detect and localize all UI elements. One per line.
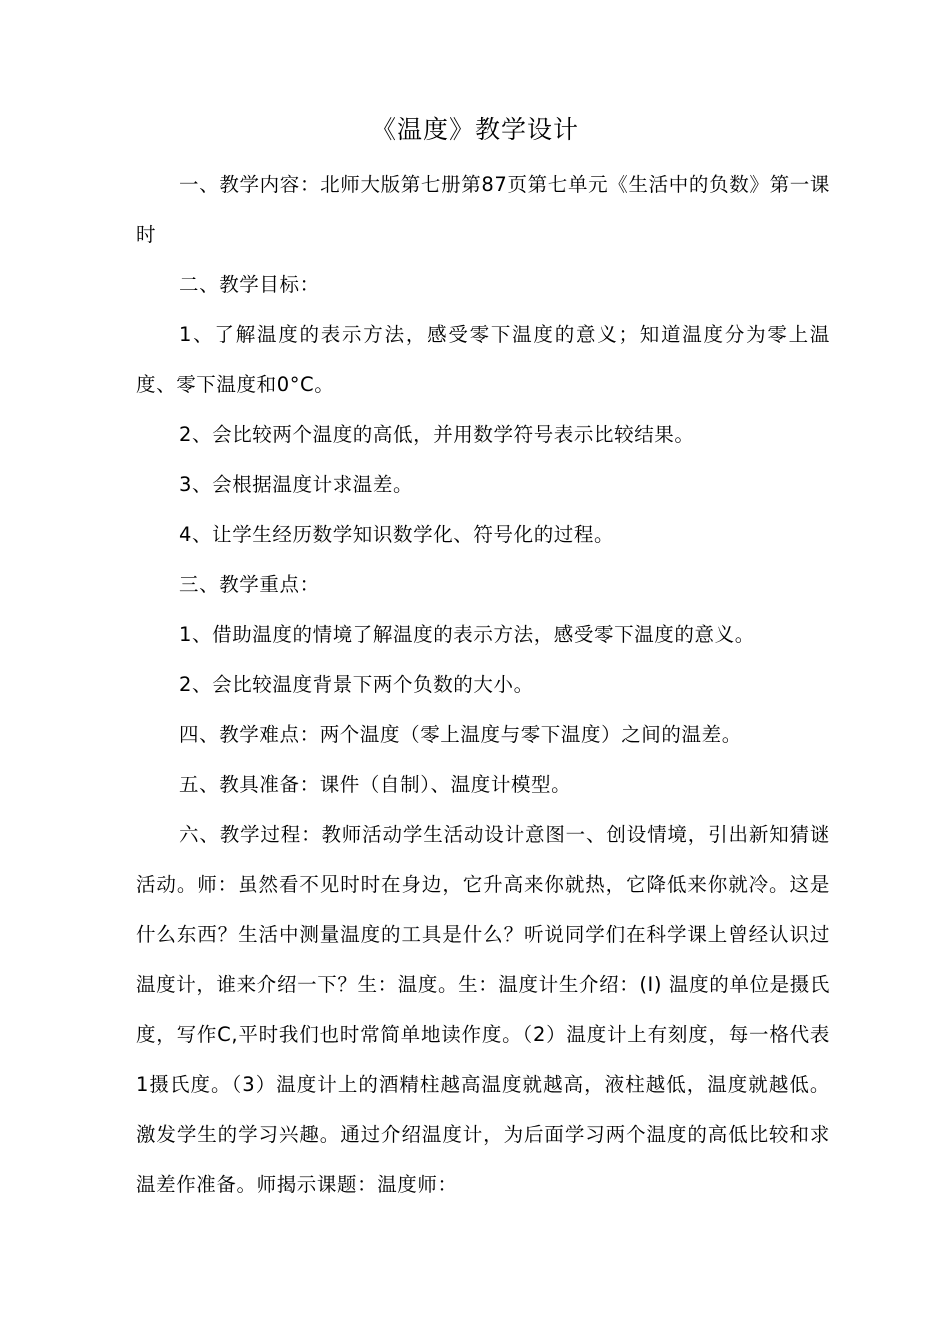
paragraph-teaching-content: 一、教学内容：北师大版第七册第87页第七单元《生活中的负数》第一课时: [136, 173, 830, 246]
paragraph-difficulties: 四、教学难点：两个温度（零上温度与零下温度）之间的温差。: [179, 723, 742, 746]
paragraph-key-point-1: 1、借助温度的情境了解温度的表示方法，感受零下温度的意义。: [179, 623, 755, 646]
paragraph-goal-2: 2、会比较两个温度的高低，并用数学符号表示比较结果。: [179, 423, 695, 446]
paragraph-key-point-2: 2、会比较温度背景下两个负数的大小。: [179, 673, 534, 696]
paragraph-teaching-goals-heading: 二、教学目标：: [179, 273, 320, 296]
paragraph-goal-3: 3、会根据温度计求温差。: [179, 473, 414, 496]
paragraph-teaching-aids: 五、教具准备：课件（自制）、温度计模型。: [179, 773, 572, 796]
paragraph-teaching-process: 六、教学过程：教师活动学生活动设计意图一、创设情境，引出新知猜谜活动。师：虽然看不见时时在身边，它升高来你就热，它降低来你就冷。这是什么东西？生活中测量温度的工具是什么？听说同学们在科学课上曾经认识过温度计，谁来介绍一下？生：温度。生：温度计生介绍：(I) 温度的单位是摄氏度，写作C,平时我们也时常简单地读作度。（2）温度计上有刻度，每一格代表1摄氏度。（3）温度计上的酒精柱越高温度就越高，液柱越低，温度就越低。激发学生的学习兴趣。通过介绍温度计，为后面学习两个温度的高低比较和求温差作准备。师揭示课题：温度师：: [136, 823, 830, 1196]
document-title: 《温度》教学设计: [370, 115, 579, 144]
paragraph-key-points-heading: 三、教学重点：: [179, 573, 320, 596]
document-body: [136, 160, 830, 1210]
paragraph-goal-4: 4、让学生经历数学知识数学化、符号化的过程。: [179, 523, 615, 546]
paragraph-goal-1: 1、了解温度的表示方法，感受零下温度的意义；知道温度分为零上温度、零下温度和0°C。: [136, 323, 830, 396]
